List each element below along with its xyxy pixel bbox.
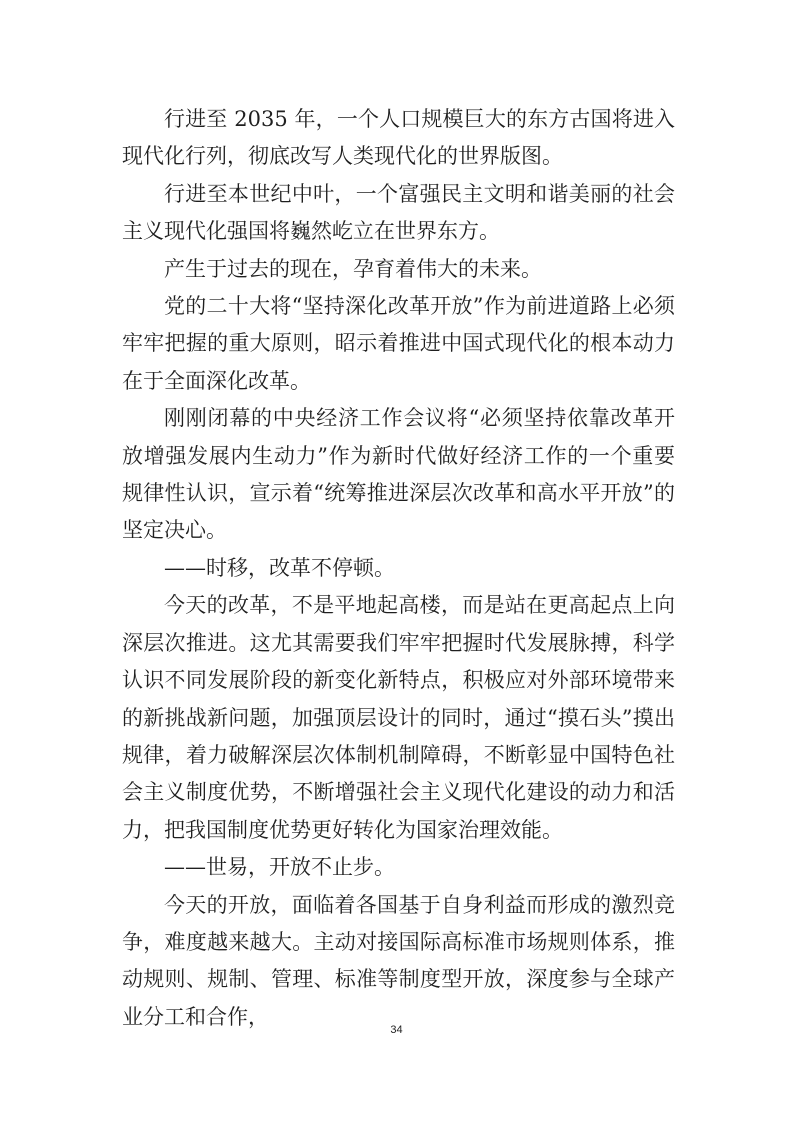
section-heading-reform: ——时移，改革不停顿。 — [164, 555, 395, 580]
paragraph-4: 党的二十大将“坚持深化改革开放”作为前进道路上必须牢牢把握的重大原则，昭示着推进中国式现代化的根本动力在于全面深化改革。 — [122, 294, 675, 393]
paragraph-1: 行进至 2035 年，一个人口规模巨大的东方古国将进入现代化行列，彻底改写人类现代化的世界版图。 — [122, 107, 675, 169]
paragraph-2: 行进至本世纪中叶，一个富强民主文明和谐美丽的社会主义现代化强国将巍然屹立在世界东方。 — [122, 181, 675, 244]
page-number: 34 — [390, 1024, 403, 1036]
paragraph-7: 今天的开放，面临着各国基于自身利益而形成的激烈竞争，难度越来越大。主动对接国际高标准市场规则体系，推动规则、规制、管理、标准等制度型开放，深度参与全球产业分工和合作， — [122, 892, 675, 1029]
paragraph-3: 产生于过去的现在，孕育着伟大的未来。 — [164, 256, 542, 281]
paragraph-5: 刚刚闭幕的中央经济工作会议将“必须坚持依靠改革开放增强发展内生动力”作为新时代做好经济工作的一个重要规律性认识，宣示着“统筹推进深层次改革和高水平开放”的坚定决心。 — [122, 406, 675, 543]
section-heading-opening: ——世易，开放不止步。 — [164, 855, 395, 880]
paragraph-6: 今天的改革，不是平地起高楼，而是站在更高起点上向深层次推进。这尤其需要我们牢牢把握时代发展脉搏，科学认识不同发展阶段的新变化新特点，积极应对外部环境带来的新挑战新问题，加强顶层设计的同时，通过“摸石头”摸出规律，着力破解深层次体制机制障碍，不断彰显中国特色社会主义制度优势，不断增强社会主义现代化建设的动力和活力，把我国制度优势更好转化为国家治理效能。 — [122, 593, 675, 842]
body-text — [122, 101, 675, 1036]
